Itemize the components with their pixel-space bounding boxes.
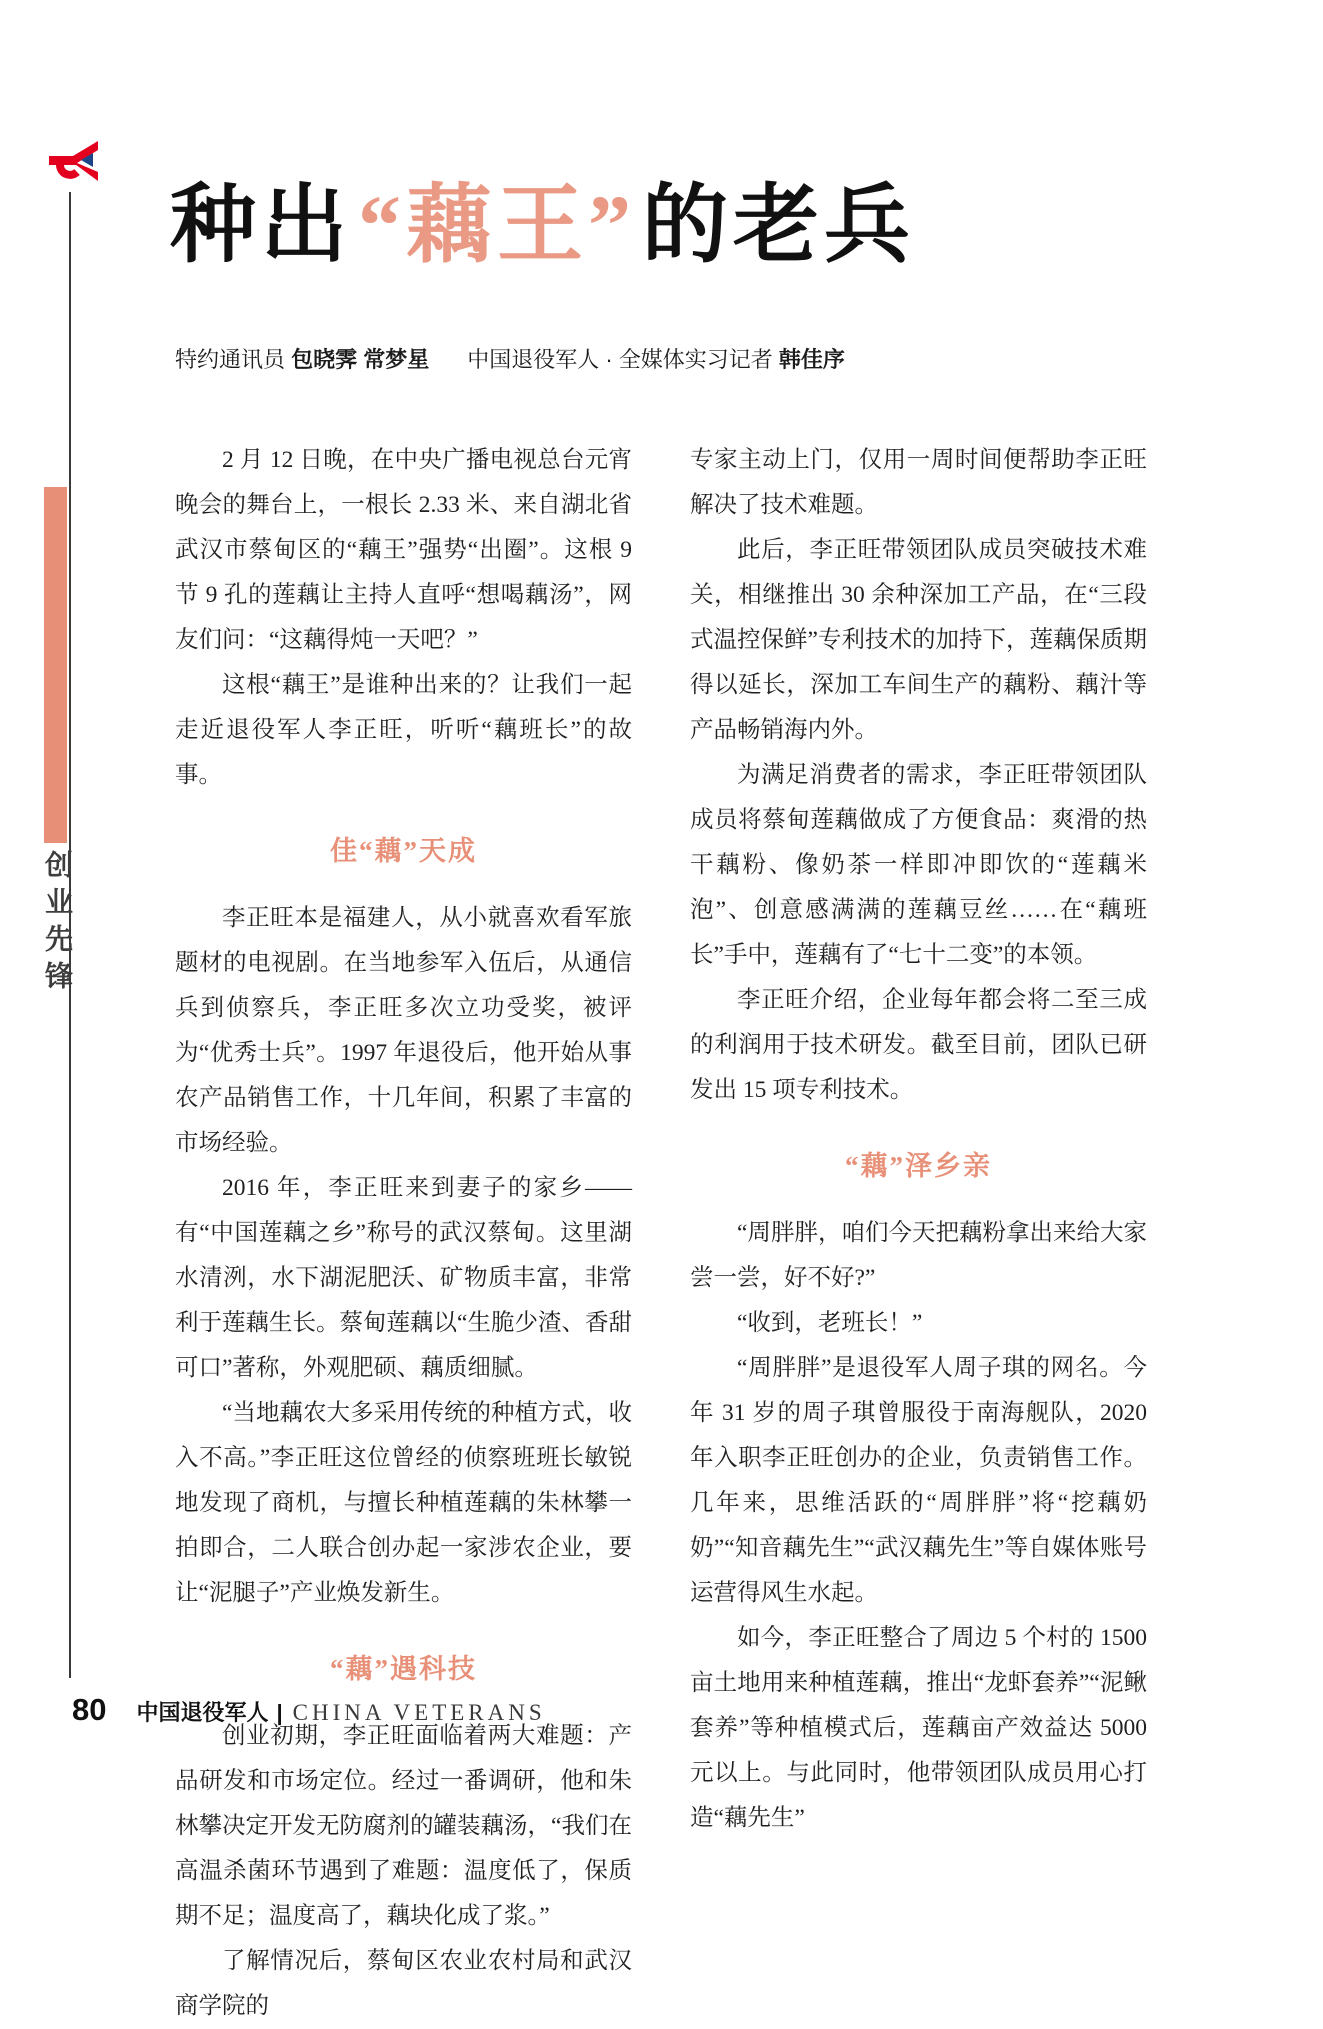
footer-separator: |	[276, 1700, 283, 1725]
page-number: 80	[72, 1692, 107, 1727]
body-paragraph: 为满足消费者的需求，李正旺带领团队成员将蔡甸莲藕做成了方便食品：爽滑的热干藕粉、像奶茶一样即冲即饮的“莲藕米泡”、创意感满满的莲藕豆丝……在“藕班长”手中，莲藕有了“七十二变”的本领。	[690, 762, 1147, 968]
section-heading: 佳“藕”天成	[330, 836, 477, 866]
article-title	[170, 172, 915, 280]
body-paragraph: 了解情况后，蔡甸区农业农村局和武汉商学院的	[175, 1948, 632, 2019]
title-prefix: 种出	[170, 177, 352, 273]
magazine-name-en: CHINA VETERANS	[292, 1700, 546, 1725]
body-paragraph: 2016 年，李正旺来到妻子的家乡——有“中国莲藕之乡”称号的武汉蔡甸。这里湖水清洌，水下湖泥肥沃、矿物质丰富，非常利于莲藕生长。蔡甸莲藕以“生脆少渣、香甜可口”著称，外观肥硕、藕质细腻。	[175, 1175, 632, 1381]
body-paragraph: 创业初期，李正旺面临着两大难题：产品研发和市场定位。经过一番调研，他和朱林攀决定开发无防腐剂的罐装藕汤，“我们在高温杀菌环节遇到了难题：温度低了，保质期不足；温度高了，藕块化成了浆。”	[175, 1723, 632, 1929]
body-paragraph: 李正旺本是福建人，从小就喜欢看军旅题材的电视剧。在当地参军入伍后，从通信兵到侦察兵，李正旺多次立功受奖，被评为“优秀士兵”。1997 年退役后，他开始从事农产品销售工作，十几年间，积累了丰富的市场经验。	[175, 905, 632, 1156]
column-right	[690, 438, 1147, 2029]
body-paragraph: 这根“藕王”是谁种出来的？让我们一起走近退役军人李正旺，听听“藕班长”的故事。	[175, 672, 632, 788]
body-paragraph: 2 月 12 日晚，在中央广播电视总台元宵晚会的舞台上，一根长 2.33 米、来自湖北省武汉市蔡甸区的“藕王”强势“出圈”。这根 9 节 9 孔的莲藕让主持人直呼“想喝藕汤”，网友们问：“这藕得炖一天吧？”	[175, 447, 632, 653]
magazine-logo-icon	[46, 138, 100, 184]
byline	[175, 343, 845, 374]
magazine-name-cn: 中国退役军人	[136, 1700, 269, 1725]
column-left	[175, 438, 632, 2029]
section-heading: “藕”泽乡亲	[845, 1151, 992, 1181]
body-paragraph: 李正旺介绍，企业每年都会将二至三成的利润用于技术研发。截至目前，团队已研发出 15 项专利技术。	[690, 987, 1147, 1103]
page-footer	[72, 1692, 546, 1728]
body-paragraph: 如今，李正旺整合了周边 5 个村的 1500 亩土地用来种植莲藕，推出“龙虾套养”“泥鳅套养”等种植模式后，莲藕亩产效益达 5000 元以上。与此同时，他带领团队成员用心打造“藕先生”	[690, 1625, 1147, 1831]
body-paragraph: “当地藕农大多采用传统的种植方式，收入不高。”李正旺这位曾经的侦察班班长敏锐地发现了商机，与擅长种植莲藕的朱林攀一拍即合，二人联合创办起一家涉农企业，要让“泥腿子”产业焕发新生。	[175, 1400, 632, 1606]
body-paragraph: “周胖胖”是退役军人周子琪的网名。今年 31 岁的周子琪曾服役于南海舰队，2020 年入职李正旺创办的企业，负责销售工作。几年来，思维活跃的“周胖胖”将“挖藕奶奶”“知音藕先生”“武汉藕先生”等自媒体账号运营得风生水起。	[690, 1355, 1147, 1606]
byline-role-2: 中国退役军人 · 全媒体实习记者	[467, 347, 779, 372]
section-heading: “藕”遇科技	[330, 1654, 477, 1684]
byline-role-1: 特约通讯员	[175, 347, 292, 372]
article-body	[175, 438, 1147, 2029]
body-paragraph: 此后，李正旺带领团队成员突破技术难关，相继推出 30 余种深加工产品，在“三段式温控保鲜”专利技术的加持下，莲藕保质期得以延长，深加工车间生产的藕粉、藕汁等产品畅销海内外。	[690, 537, 1147, 743]
byline-names-1: 包晓霁 常梦星	[291, 347, 430, 372]
title-suffix: 的老兵	[642, 177, 915, 273]
body-paragraph: 专家主动上门，仅用一周时间便帮助李正旺解决了技术难题。	[690, 447, 1147, 518]
title-highlight: “藕王”	[358, 177, 636, 273]
section-color-block	[44, 487, 67, 843]
byline-names-2: 韩佳序	[778, 347, 845, 372]
body-paragraph: “收到，老班长！”	[737, 1310, 923, 1336]
section-label: 创业先锋	[42, 850, 73, 998]
body-paragraph: “周胖胖，咱们今天把藕粉拿出来给大家尝一尝，好不好?”	[690, 1220, 1147, 1291]
